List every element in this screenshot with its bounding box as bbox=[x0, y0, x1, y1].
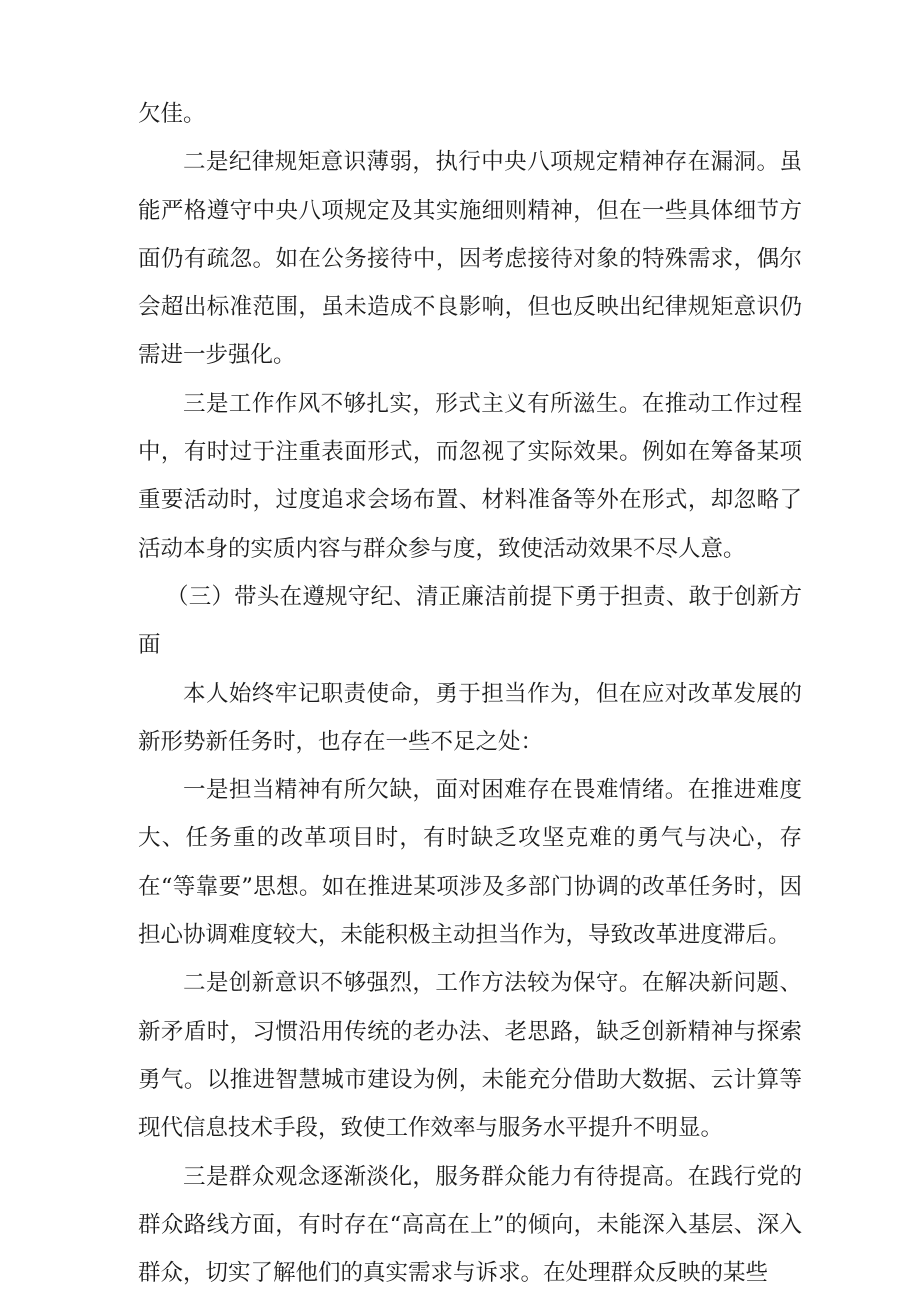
paragraph-responsibility: 一是担当精神有所欠缺，面对困难存在畏难情绪。在推进难度大、任务重的改革项目时，有时缺乏攻坚克难的勇气与决心，存在“等靠要”思想。如在推进某项涉及多部门协调的改革任务时，因担心协调难度较大，未能积极主动担当作为，导致改革进度滞后。 bbox=[138, 777, 802, 949]
document-body bbox=[138, 90, 802, 1297]
paragraph-mass-line: 三是群众观念逐渐淡化，服务群众能力有待提高。在践行党的群众路线方面，有时存在“高高在上”的倾向，未能深入基层、深入群众，切实了解他们的真实需求与诉求。在处理群众反映的某些 bbox=[138, 1163, 802, 1287]
paragraph-continuation: 欠佳。 bbox=[138, 101, 206, 127]
section-heading-3: （三）带头在遵规守纪、清正廉洁前提下勇于担责、敢于创新方面 bbox=[138, 583, 802, 659]
paragraph-discipline-awareness: 二是纪律规矩意识薄弱，执行中央八项规定精神存在漏洞。虽能严格遵守中央八项规定及其实施细则精神，但在一些具体细节方面仍有疏忽。如在公务接待中，因考虑接待对象的特殊需求，偶尔会超出标准范围，虽未造成不良影响，但也反映出纪律规矩意识仍需进一步强化。 bbox=[138, 149, 802, 369]
paragraph-work-style: 三是工作作风不够扎实，形式主义有所滋生。在推动工作过程中，有时过于注重表面形式，而忽视了实际效果。例如在筹备某项重要活动时，过度追求会场布置、材料准备等外在形式，却忽略了活动本身的实质内容与群众参与度，致使活动效果不尽人意。 bbox=[138, 390, 802, 562]
paragraph-innovation: 二是创新意识不够强烈，工作方法较为保守。在解决新问题、新矛盾时，习惯沿用传统的老办法、老思路，缺乏创新精神与探索勇气。以推进智慧城市建设为例，未能充分借助大数据、云计算等现代信息技术手段，致使工作效率与服务水平提升不明显。 bbox=[138, 970, 802, 1142]
paragraph-section-intro: 本人始终牢记职责使命，勇于担当作为，但在应对改革发展的新形势新任务时，也存在一些不足之处： bbox=[138, 680, 802, 755]
